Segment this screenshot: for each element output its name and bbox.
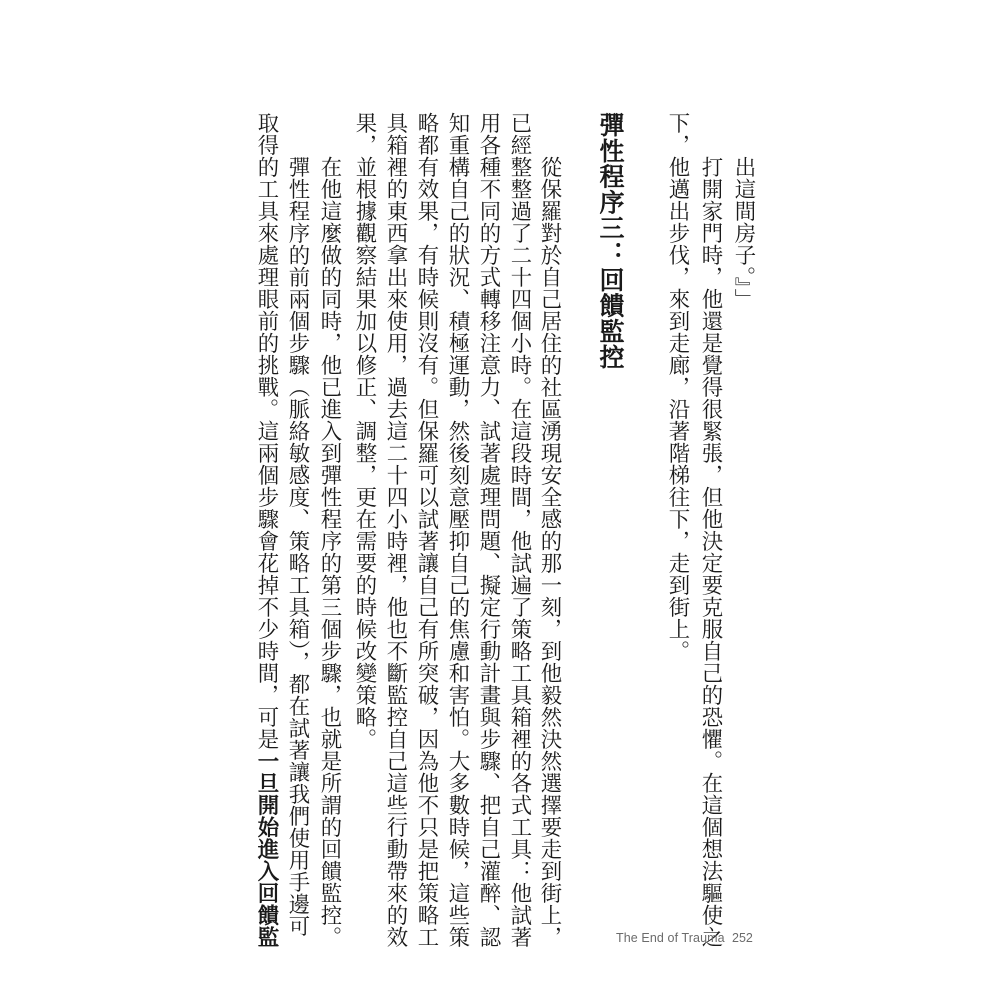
bold-text-run: 一旦開始進入回饋監	[254, 750, 279, 948]
text-column: 在他這麼做的同時，他已進入到彈性程序的第三個步驟，也就是所謂的回饋監控。	[317, 156, 342, 948]
text-column: 知重構自己的狀況、積極運動，然後刻意壓抑自己的焦慮和害怕。大多數時候，這些策	[445, 112, 470, 948]
text-column	[253, 112, 279, 948]
text-column: 略都有效果，有時候則沒有。但保羅可以試著讓自己有所突破，因為他不只是把策略工	[414, 112, 439, 948]
running-title: The End of Trauma	[616, 931, 725, 945]
text-column: 打開家門時，他還是覺得很緊張，但他決定要克服自己的恐懼。在這個想法驅使之	[698, 156, 723, 948]
text-column: 出這間房子。』」	[731, 156, 756, 311]
section-heading: 彈性程序三：回饋監控	[596, 112, 625, 370]
text-run: 取得的工具來處理眼前的挑戰。這兩個步驟會花掉不少時間，可是	[254, 112, 279, 750]
text-column: 已經整整過了二十四個小時。在這段時間，他試遍了策略工具箱裡的各式工具：他試著	[507, 112, 532, 948]
text-column: 從保羅對於自己居住的社區湧現安全感的那一刻，到他毅然決然選擇要走到街上，	[537, 156, 562, 948]
text-column: 彈性程序的前兩個步驟（脈絡敏感度、策略工具箱），都在試著讓我們使用手邊可	[285, 156, 310, 938]
text-column: 下，他邁出步伐，來到走廊，沿著階梯往下，走到街上。	[665, 112, 690, 662]
text-column: 果，並根據觀察結果加以修正、調整，更在需要的時候改變策略。	[352, 112, 377, 750]
page-number: 252	[732, 931, 753, 945]
text-column: 具箱裡的東西拿出來使用，過去這二十四小時裡，他也不斷監控自己這些行動帶來的效	[383, 112, 408, 948]
text-column: 用各種不同的方式轉移注意力、試著處理問題、擬定行動計畫與步驟、把自己灌醉、認	[476, 112, 501, 948]
